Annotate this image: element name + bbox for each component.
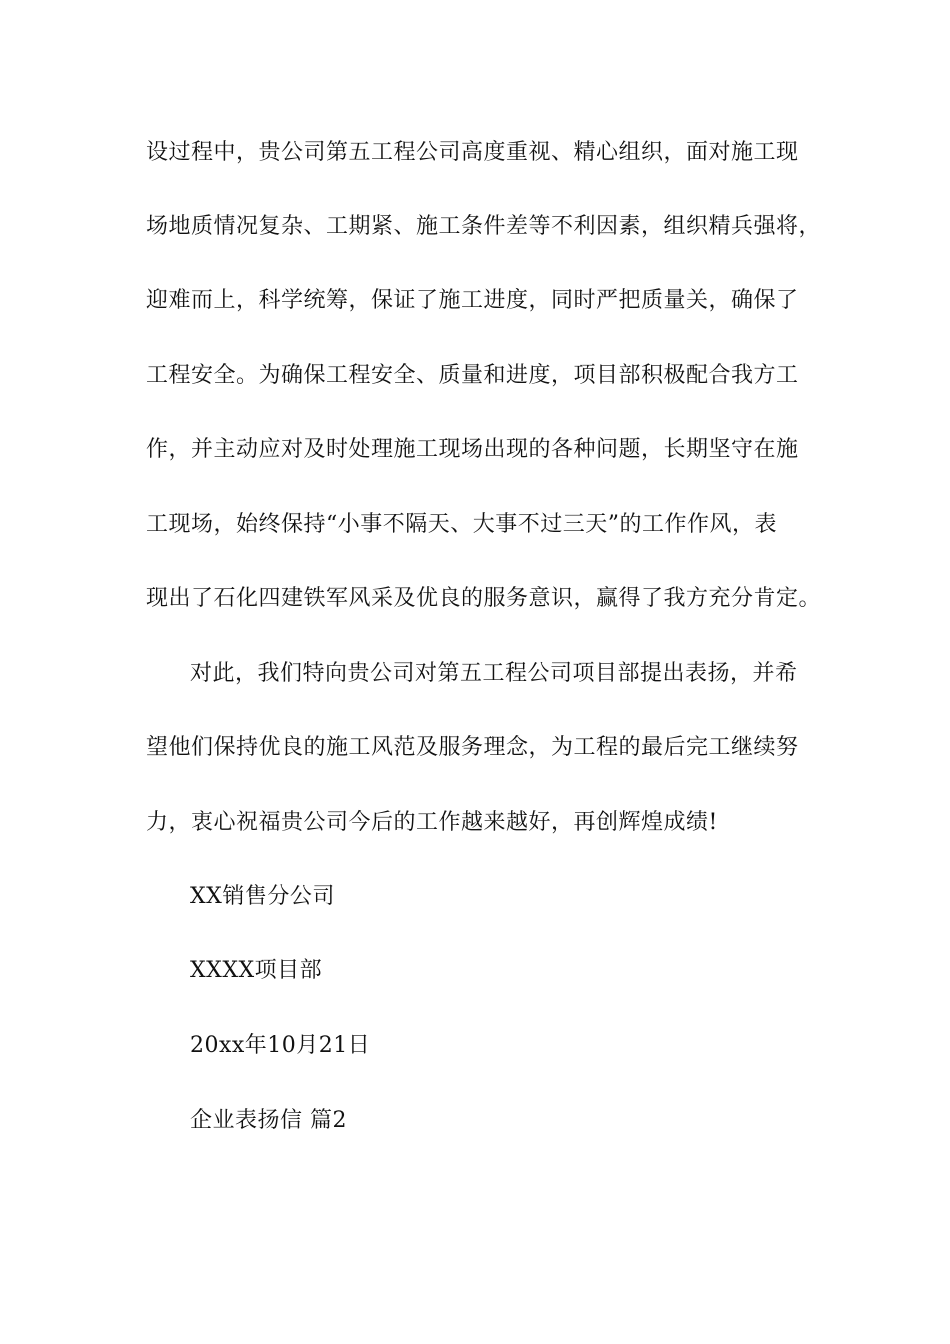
paragraph-start-line: 对此，我们特向贵公司对第五工程公司项目部提出表扬，并希 bbox=[190, 661, 798, 686]
body-line: 望他们保持优良的施工风范及服务理念，为工程的最后完工继续努 bbox=[146, 735, 799, 760]
signature-company: XX销售分公司 bbox=[190, 884, 335, 909]
signature-department: XXXX项目部 bbox=[190, 958, 323, 983]
body-line: 迎难而上，科学统筹，保证了施工进度，同时严把质量关，确保了 bbox=[146, 288, 799, 313]
body-line: 工程安全。为确保工程安全、质量和进度，项目部积极配合我方工 bbox=[146, 363, 799, 388]
body-line: 场地质情况复杂、工期紧、施工条件差等不利因素，组织精兵强将， bbox=[146, 214, 822, 239]
body-line: 力，衷心祝福贵公司今后的工作越来越好，再创辉煌成绩! bbox=[146, 810, 718, 835]
signature-date: 20xx年10月21日 bbox=[190, 1033, 371, 1058]
body-line: 现出了石化四建铁军风采及优良的服务意识，赢得了我方充分肯定。 bbox=[146, 586, 822, 611]
body-line: 工现场，始终保持“小事不隔天、大事不过三天”的工作作风，表 bbox=[146, 512, 777, 537]
body-line: 设过程中，贵公司第五工程公司高度重视、精心组织，面对施工现 bbox=[146, 140, 799, 165]
body-line: 作，并主动应对及时处理施工现场出现的各种问题，长期坚守在施 bbox=[146, 437, 799, 462]
section-heading: 企业表扬信 篇2 bbox=[190, 1108, 347, 1133]
